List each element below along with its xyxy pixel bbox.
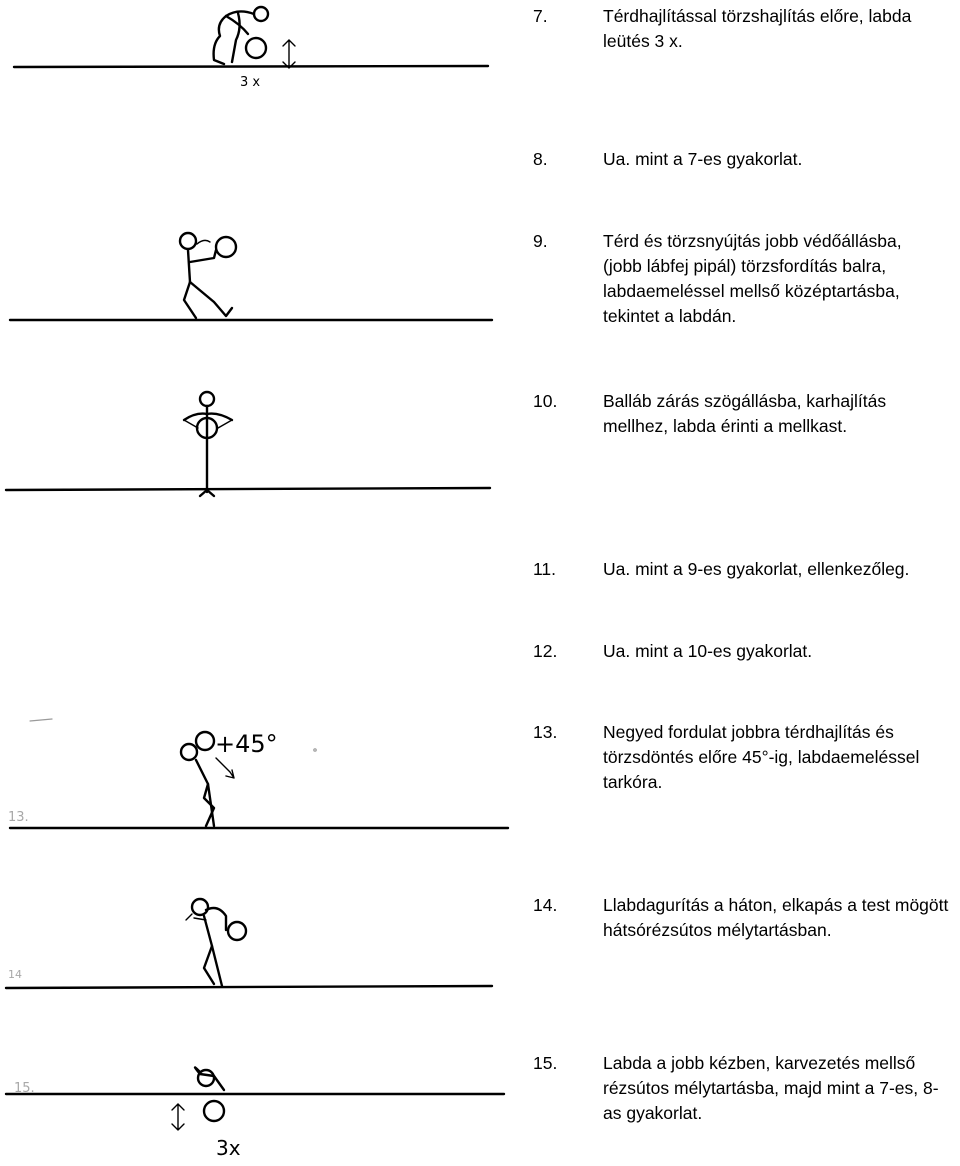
fig7-count-label: 3 x [240, 75, 261, 90]
exercise-number: 10. [533, 391, 558, 411]
floor-line-7 [14, 66, 488, 67]
exercise-15 [533, 1051, 953, 1126]
exercise-7 [533, 4, 938, 54]
figure-10-sketch [6, 392, 490, 496]
exercise-text: Ua. mint a 10-es gyakorlat. [603, 641, 813, 661]
exercise-number: 9. [533, 231, 548, 251]
fig13-mark: 13. [8, 810, 29, 825]
exercise-number: 7. [533, 6, 548, 26]
floor-line-10 [6, 488, 490, 490]
fig15-count-label: 3x [216, 1136, 241, 1160]
figure-9-sketch [10, 233, 492, 320]
figure-14-sketch [6, 899, 492, 988]
exercise-number: 12. [533, 641, 558, 661]
exercise-14 [533, 893, 953, 943]
exercise-10 [533, 389, 928, 439]
exercise-8 [533, 147, 938, 172]
fig14-mark: 14 [8, 968, 22, 981]
exercise-number: 14. [533, 895, 558, 915]
exercise-11 [533, 557, 948, 582]
exercise-number: 11. [533, 559, 557, 579]
exercise-text: Llabdagurítás a háton, elkapás a test mögött hátsórézsútos mélytartásban. [603, 895, 949, 940]
exercise-9 [533, 229, 938, 329]
exercise-number: 15. [533, 1053, 558, 1073]
exercise-text: Negyed fordulat jobbra térdhajlítás és törzsdöntés előre 45°-ig, labdaemeléssel tarkóra. [603, 722, 920, 792]
fig15-mark: 15. [14, 1081, 35, 1096]
exercise-text: Labda a jobb kézben, karvezetés mellső rézsútos mélytartásba, majd mint a 7-es, 8-as gyakorlat. [603, 1053, 939, 1123]
exercise-number: 8. [533, 149, 548, 169]
figure-15-sketch [6, 1067, 504, 1160]
exercise-text: Térdhajlítással törzshajlítás előre, labda leütés 3 x. [603, 6, 912, 51]
exercise-text: Térd és törzsnyújtás jobb védőállásba, (jobb lábfej pipál) törzsfordítás balra, labdaemeléssel mellső középtartásba, tekintet a labdán. [603, 231, 902, 326]
figure-13-sketch [8, 719, 508, 828]
floor-line-14 [6, 986, 492, 988]
exercise-text: Balláb zárás szögállásba, karhajlítás mellhez, labda érinti a mellkast. [603, 391, 887, 436]
exercise-13 [533, 720, 953, 795]
exercise-text: Ua. mint a 9-es gyakorlat, ellenkezőleg. [603, 559, 910, 579]
fig13-angle-label: +45° [215, 730, 278, 758]
exercise-text: Ua. mint a 7-es gyakorlat. [603, 149, 803, 169]
exercise-12 [533, 639, 948, 664]
exercise-number: 13. [533, 722, 558, 742]
figure-7-sketch [14, 7, 488, 90]
